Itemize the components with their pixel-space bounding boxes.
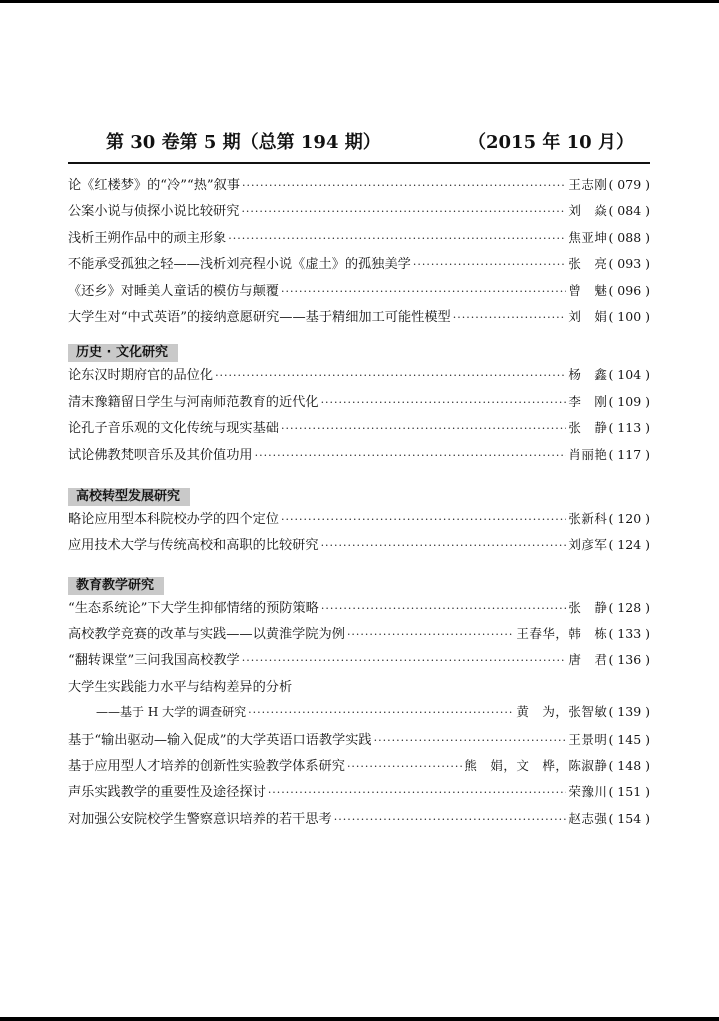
entry-author: 曾 魅 bbox=[568, 282, 608, 298]
entry-page: ( 100 ) bbox=[608, 308, 650, 324]
dot-leader bbox=[228, 232, 566, 245]
entry-author: 张新科 bbox=[568, 510, 608, 526]
entry-title: 基于应用型人才培养的创新性实验教学体系研究 bbox=[68, 759, 345, 775]
issue-volume: 第 30 卷第 5 期（总第 194 期） bbox=[106, 132, 381, 153]
toc-entry[interactable] bbox=[68, 200, 650, 226]
entry-page: ( 148 ) bbox=[608, 758, 650, 774]
entry-page: ( 120 ) bbox=[608, 510, 650, 526]
dot-leader bbox=[321, 396, 567, 409]
dot-leader bbox=[248, 706, 514, 719]
entry-page: ( 145 ) bbox=[608, 731, 650, 747]
entry-title: 大学生实践能力水平与结构差异的分析 bbox=[68, 679, 293, 695]
entry-title: 清末豫籍留日学生与河南师范教育的近代化 bbox=[68, 394, 319, 410]
entry-title: 论孔子音乐观的文化传统与现实基础 bbox=[68, 421, 279, 437]
entry-author: 杨 鑫 bbox=[568, 367, 608, 383]
entry-title: 略论应用型本科院校办学的四个定位 bbox=[68, 511, 279, 527]
entry-author: 刘彦军 bbox=[568, 537, 608, 553]
entry-title: 试论佛教梵呗音乐及其价值功用 bbox=[68, 447, 253, 463]
toc-entry[interactable] bbox=[68, 306, 650, 332]
entry-title: 声乐实践教学的重要性及途径探讨 bbox=[68, 785, 266, 801]
entry-author: 肖丽艳 bbox=[568, 446, 608, 462]
toc-entry-title-line[interactable] bbox=[68, 676, 650, 702]
dot-leader bbox=[374, 734, 567, 747]
entry-page: ( 113 ) bbox=[608, 420, 650, 436]
entry-author: 刘 娟 bbox=[568, 308, 608, 324]
entry-page: ( 117 ) bbox=[608, 446, 650, 462]
entry-author: 李 刚 bbox=[568, 393, 608, 409]
issue-header bbox=[68, 124, 650, 160]
entry-page: ( 088 ) bbox=[608, 229, 650, 245]
entry-title: 《还乡》对睡美人童话的模仿与颠覆 bbox=[68, 283, 279, 299]
section-heading: 历史 · 文化研究 bbox=[68, 344, 178, 362]
entry-author: 王景明 bbox=[568, 731, 608, 747]
toc-entry[interactable] bbox=[68, 253, 650, 279]
dot-leader bbox=[347, 760, 462, 773]
section-header-wrap bbox=[68, 332, 650, 364]
entry-author: 王春华，韩 栋 bbox=[516, 626, 608, 642]
entry-author: 熊 娟，文 桦，陈淑静 bbox=[464, 758, 608, 774]
toc-entry[interactable] bbox=[68, 808, 650, 834]
toc-entry[interactable] bbox=[68, 391, 650, 417]
entry-title: 不能承受孤独之轻——浅析刘亮程小说《虚土》的孤独美学 bbox=[68, 257, 411, 273]
entry-page: ( 133 ) bbox=[608, 626, 650, 642]
toc-entry[interactable] bbox=[68, 729, 650, 755]
entry-page: ( 109 ) bbox=[608, 393, 650, 409]
toc-entry[interactable] bbox=[68, 227, 650, 253]
toc-entry[interactable] bbox=[68, 623, 650, 649]
header-divider bbox=[68, 162, 650, 164]
toc-entry[interactable] bbox=[68, 781, 650, 807]
entry-author: 黄 为，张智敏 bbox=[516, 704, 608, 720]
entry-page: ( 151 ) bbox=[608, 784, 650, 800]
entry-title: 基于“输出驱动—输入促成”的大学英语口语教学实践 bbox=[68, 732, 372, 748]
issue-date: （2015 年 10 月） bbox=[468, 132, 634, 153]
dot-leader bbox=[281, 513, 566, 526]
entry-title: 公案小说与侦探小说比较研究 bbox=[68, 204, 240, 220]
entry-title: 浅析王朔作品中的顽主形象 bbox=[68, 230, 227, 246]
toc-entry[interactable] bbox=[68, 364, 650, 390]
entry-author: 张 静 bbox=[568, 420, 608, 436]
entry-author: 赵志强 bbox=[568, 810, 608, 826]
entry-author: 刘 焱 bbox=[568, 203, 608, 219]
dot-leader bbox=[413, 258, 567, 271]
dot-leader bbox=[321, 539, 567, 552]
entry-title: 论《红楼梦》的“冷”“热”叙事 bbox=[68, 178, 241, 193]
section-header-wrap bbox=[68, 470, 650, 508]
entry-page: ( 124 ) bbox=[608, 537, 650, 553]
entry-title: 论东汉时期府官的品位化 bbox=[68, 368, 214, 384]
toc-entry[interactable] bbox=[68, 649, 650, 675]
entry-author: 焦亚坤 bbox=[568, 229, 608, 245]
dot-leader bbox=[242, 179, 566, 192]
entry-title: 应用技术大学与传统高校和高职的比较研究 bbox=[68, 538, 319, 554]
entry-subtitle: ——基于 H 大学的调查研究 bbox=[96, 705, 247, 720]
toc-entry[interactable] bbox=[68, 508, 650, 534]
entry-page: ( 084 ) bbox=[608, 203, 650, 219]
dot-leader bbox=[334, 813, 567, 826]
dot-leader bbox=[241, 205, 566, 218]
entry-author: 王志刚 bbox=[568, 177, 608, 192]
entry-page: ( 079 ) bbox=[608, 177, 650, 192]
entry-page: ( 128 ) bbox=[608, 599, 650, 615]
table-of-contents bbox=[68, 174, 650, 834]
entry-author: 张 亮 bbox=[568, 256, 608, 272]
entry-title: 高校教学竞赛的改革与实践——以黄淮学院为例 bbox=[68, 627, 345, 643]
section-heading: 教育教学研究 bbox=[68, 577, 164, 595]
entry-author: 张 静 bbox=[568, 599, 608, 615]
toc-entry[interactable] bbox=[68, 534, 650, 560]
entry-page: ( 154 ) bbox=[608, 810, 650, 826]
bottom-border bbox=[0, 1017, 719, 1021]
dot-leader bbox=[321, 602, 567, 615]
entry-title: 对加强公安院校学生警察意识培养的若干思考 bbox=[68, 811, 332, 827]
entry-author: 荣豫川 bbox=[568, 784, 608, 800]
section-header-wrap bbox=[68, 561, 650, 597]
entry-title: “翻转课堂”三问我国高校教学 bbox=[68, 653, 240, 669]
entry-page: ( 104 ) bbox=[608, 367, 650, 383]
entry-title: “生态系统论”下大学生抑郁情绪的预防策略 bbox=[68, 600, 319, 616]
entry-page: ( 096 ) bbox=[608, 282, 650, 298]
toc-entry[interactable] bbox=[68, 597, 650, 623]
dot-leader bbox=[255, 449, 567, 462]
dot-leader bbox=[281, 285, 566, 298]
toc-entry-subtitle-line[interactable] bbox=[68, 702, 650, 728]
toc-entry[interactable] bbox=[68, 417, 650, 443]
dot-leader bbox=[281, 422, 566, 435]
entry-page: ( 093 ) bbox=[608, 256, 650, 272]
dot-leader bbox=[347, 628, 514, 641]
dot-leader bbox=[242, 654, 567, 667]
toc-entry[interactable] bbox=[68, 755, 650, 781]
entry-title: 大学生对“中式英语”的接纳意愿研究——基于精细加工可能性模型 bbox=[68, 309, 451, 325]
top-border bbox=[0, 0, 719, 3]
toc-entry[interactable] bbox=[68, 174, 650, 200]
entry-page: ( 136 ) bbox=[608, 652, 650, 668]
dot-leader bbox=[453, 311, 567, 324]
toc-entry[interactable] bbox=[68, 280, 650, 306]
entry-author: 唐 君 bbox=[568, 652, 608, 668]
dot-leader bbox=[215, 369, 566, 382]
toc-entry[interactable] bbox=[68, 444, 650, 470]
dot-leader bbox=[268, 786, 567, 799]
section-heading: 高校转型发展研究 bbox=[68, 488, 190, 506]
entry-page: ( 139 ) bbox=[608, 704, 650, 720]
